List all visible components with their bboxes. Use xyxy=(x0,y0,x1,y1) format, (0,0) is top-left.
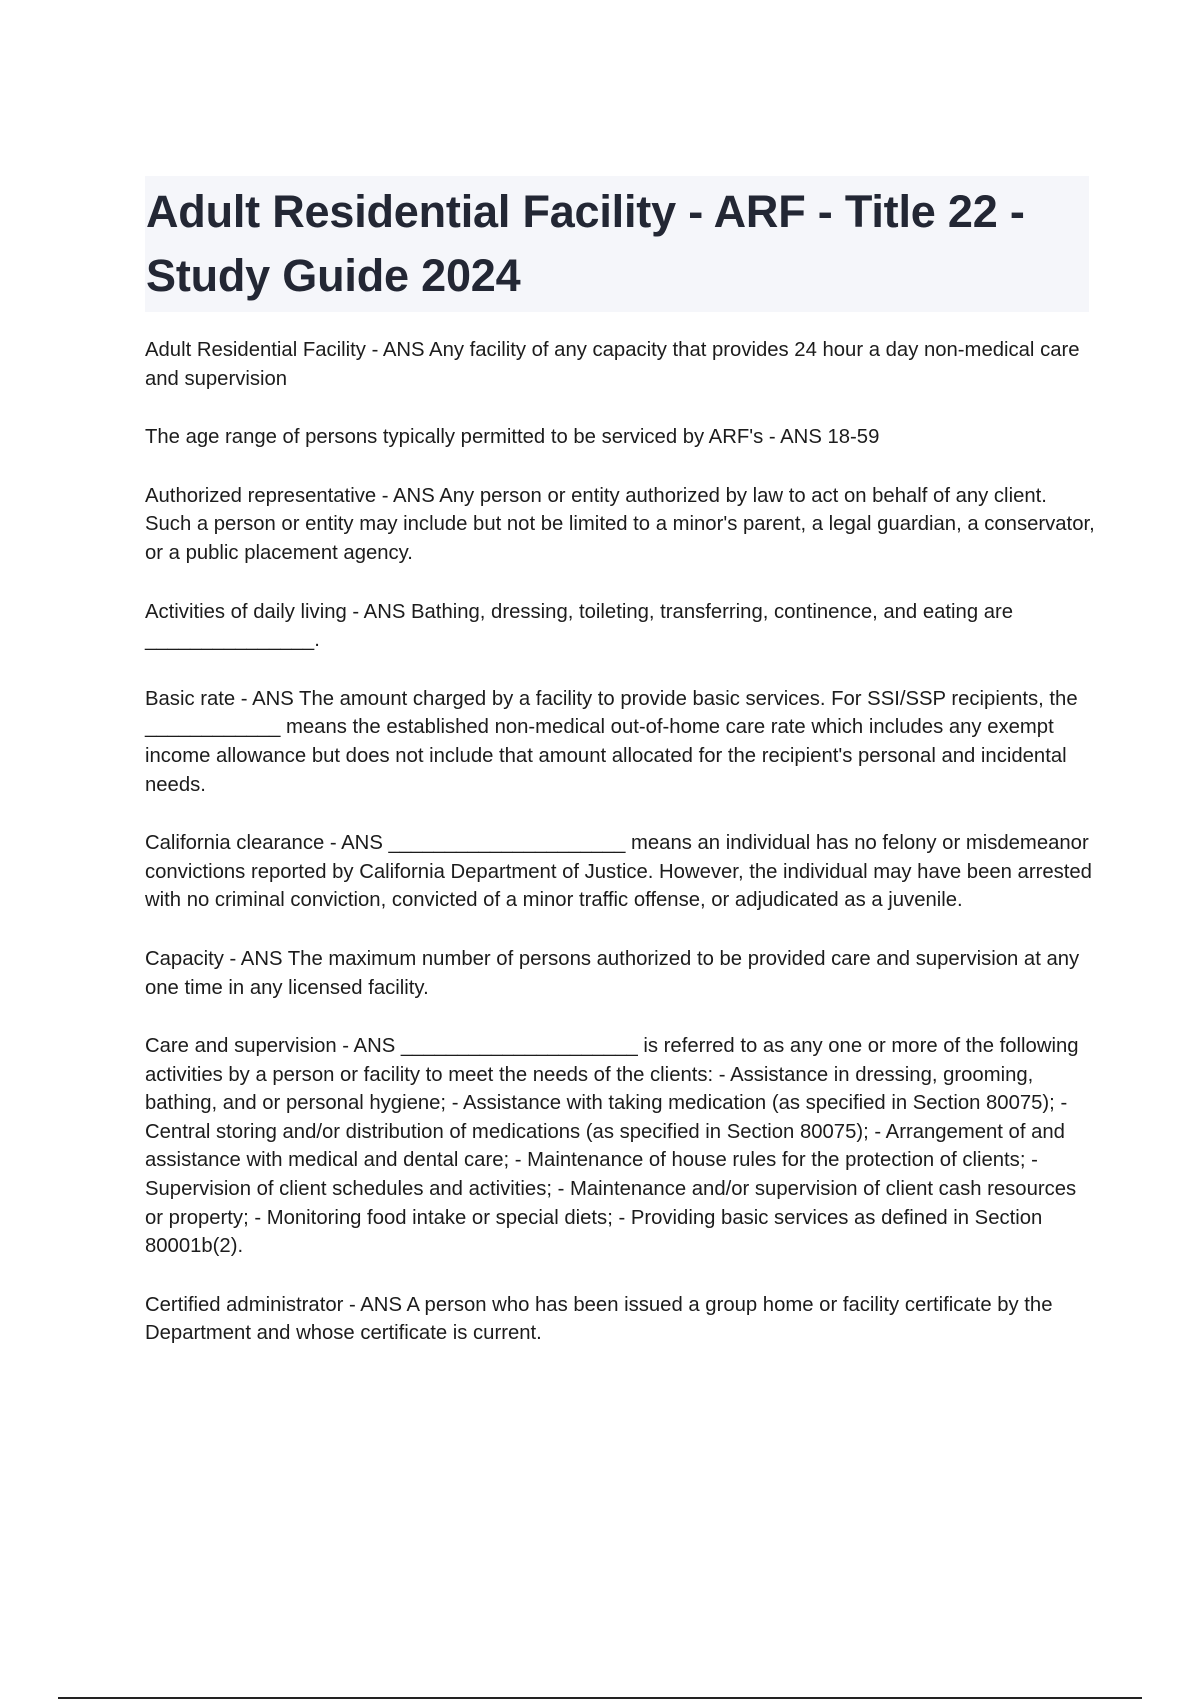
entry-activities-of-daily-living: Activities of daily living - ANS Bathing, dressing, toileting, transferring, continence, and eating are _______________. xyxy=(145,600,1014,652)
entry-adult-residential-facility: Adult Residential Facility - ANS Any facility of any capacity that provides 24 hour a day non-medical care and supervision xyxy=(145,339,1080,390)
title-banner xyxy=(145,176,1089,312)
page-title: Adult Residential Facility - ARF - Title 22 - Study Guide 2024 xyxy=(146,186,1025,301)
entry-care-and-supervision: Care and supervision - ANS _____________________ is referred to as any one or more of the following activities by a person or facility to meet the needs of the clients: - Assistance in dressing, grooming, bathing, and or personal hygiene; - Assistance with taking medication (as specified in Section 80075); - Central storing and/or distribution of medications (as specified in Section 80075); - Arrangement of and assistance with medical and dental care; - Maintenance of house rules for the protection of clients; - Supervision of client schedules and activities; - Maintenance and/or supervision of client cash resources or property; - Monitoring food intake or special diets; - Providing basic services as defined in Section 80001b(2). xyxy=(145,1035,1079,1258)
study-guide-content xyxy=(145,336,1095,1378)
entry-basic-rate: Basic rate - ANS The amount charged by a facility to provide basic services. For SSI/SSP recipients, the ____________ means the established non-medical out-of-home care rate which includes any exempt income allowance but does not include that amount allocated for the recipient's personal and incidental needs. xyxy=(145,687,1078,796)
entry-california-clearance: California clearance - ANS _____________________ means an individual has no felony or misdemeanor convictions reported by California Department of Justice. However, the individual may have been arrested with no criminal conviction, convicted of a minor traffic offense, or adjudicated as a juvenile. xyxy=(145,832,1092,912)
entry-capacity: Capacity - ANS The maximum number of persons authorized to be provided care and supervision at any one time in any licensed facility. xyxy=(145,947,1080,999)
entry-authorized-representative: Authorized representative - ANS Any person or entity authorized by law to act on behalf of any client. Such a person or entity may include but not be limited to a minor's parent, a legal guardian, a conservator, or a public placement agency. xyxy=(145,484,1095,564)
entry-certified-administrator: Certified administrator - ANS A person who has been issued a group home or facility certificate by the Department and whose certificate is current. xyxy=(145,1293,1053,1345)
entry-age-range: The age range of persons typically permitted to be serviced by ARF's - ANS 18-59 xyxy=(145,426,880,449)
bottom-divider xyxy=(58,1697,1142,1699)
